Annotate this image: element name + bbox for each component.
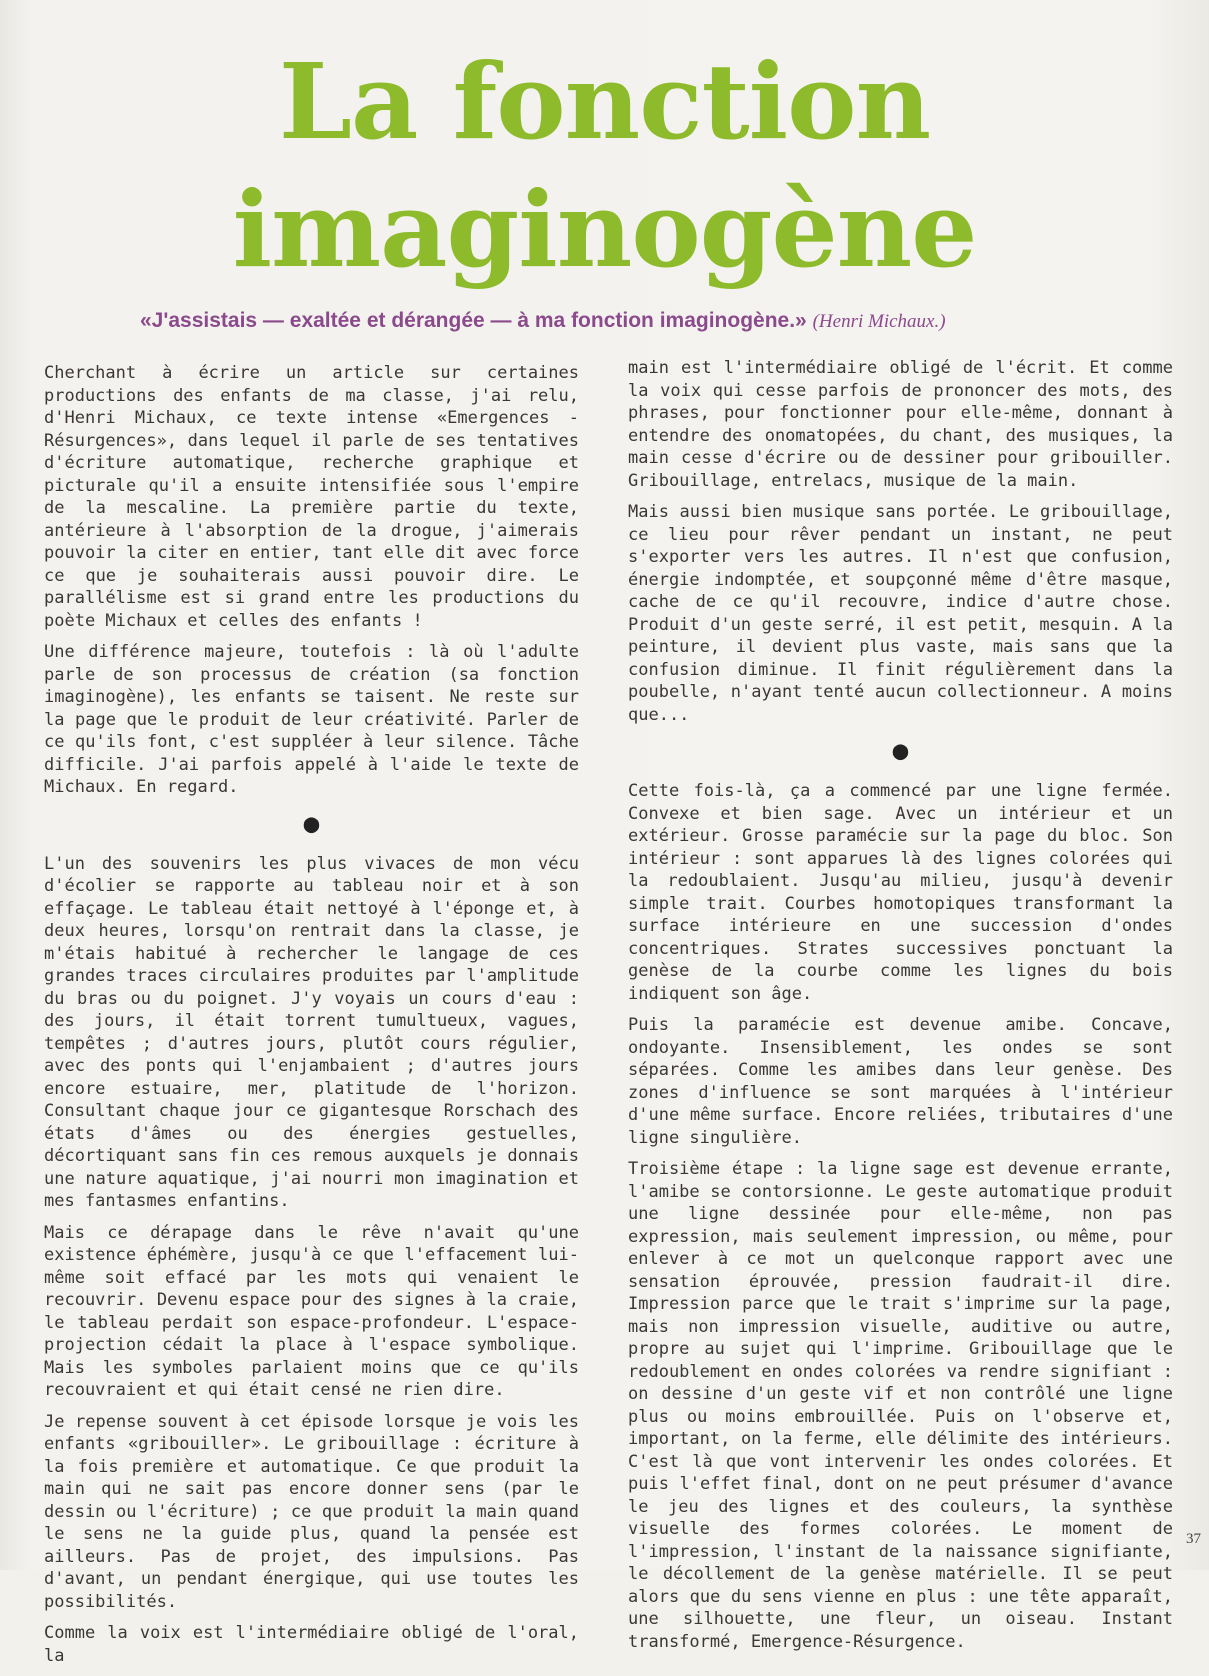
paragraph: Mais aussi bien musique sans portée. Le gribouillage, ce lieu pour rêver pendant un instant, ne peut s'exporter vers les autres. Il n'est que confusion, énergie indomptée, et soupçonné même d'être masque, cache de ce qu'il recouvre, indice d'autre chose. Produit d'un geste serré, il est petit, mesquin. A la peinture, il devient plus vaste, mais sans que la confusion diminue. Il finit régulièrement dans la poubelle, n'ayant tenté aucun collectionneur. A moins que... [628,502,1173,725]
right-column [628,357,1173,1662]
paragraph: Une différence majeure, toutefois : là où l'adulte parle de son processus de création (sa fonction imaginogène), les enfants se taisent. Ne reste sur la page que le produit de leur créativité. Parler de ce qu'ils font, c'est suppléer à leur silence. Tâche difficile. J'ai parfois appelé à l'aide le texte de Michaux. En regard. [44,642,579,797]
title-line-2: imaginogène [232,168,977,291]
section-separator-bullet: ● [303,808,320,839]
paragraph: Comme la voix est l'intermédiaire obligé de l'oral, la [44,1623,579,1666]
epigraph-quote: «J'assistais — exaltée et dérangée — à ma fonction imaginogène.» [140,309,807,332]
paragraph: Cette fois-là, ça a commencé par une ligne fermée. Convexe et bien sage. Avec un intérieur et un extérieur. Grosse paramécie sur la page du bloc. Son intérieur : sont apparues là des lignes colorées qui la redoublaient. Jusqu'au milieu, jusqu'à devenir simple trait. Courbes homotopiques transformant la surface intérieure en une succession d'ondes concentriques. Strates successives ponctuant la genèse de la courbe comme les lignes du bois indiquent son âge. [628,781,1173,1004]
paragraph: Je repense souvent à cet épisode lorsque je vois les enfants «gribouiller». Le gribouillage : écriture à la fois première et automatique. Ce que produit la main qui ne sait pas encore donner sens (par le dessin ou l'écriture) ; ce que produit la main quand le sens ne la guide plus, quand la pensée est ailleurs. Pas de projet, des impulsions. Pas d'avant, un pendant énergique, qui use toutes les possibilités. [44,1411,579,1612]
title-line-1: La fonction [278,40,931,163]
page-number: 37 [1186,1531,1201,1547]
paragraph: Mais ce dérapage dans le rêve n'avait qu'une existence éphémère, jusqu'à ce que l'effacement lui-même soit effacé par les mots qui venaient le recouvrir. Devenu espace pour des signes à la craie, le tableau perdait son espace-profondeur. L'espace-projection cédait la place à l'espace symbolique. Mais les symboles parlaient moins que ce qu'ils recouvraient et qui était censé ne rien dire. [44,1222,579,1400]
epigraph [140,309,1090,333]
paragraph: Troisième étape : la ligne sage est devenue errante, l'amibe se contorsionne. Le geste automatique produit une ligne dessinée pour elle-même, non pas expression, mais seulement impression, ou même, pour enlever à ce mot un quelconque rapport avec une sensation éprouvée, pression faudrait-il dire. Impression parce que le trait s'imprime sur la page, mais non impression visuelle, auditive ou autre, propre au sujet qui l'imprime. Gribouillage que le redoublement en ondes colorées va rendre signifiant : on dessine d'un geste vif et non contrôlé une ligne plus ou moins embrouillée. Puis on l'observe et, important, on la ferme, elle délimite des intérieurs. C'est là que vont intervenir les ondes colorées. Et puis l'effet final, dont on ne peut présumer d'avance le jeu des lignes et des couleurs, la synthèse visuelle des formes colorées. Le moment de l'impression, l'instant de la naissance signifiante, le décollement de la genèse matérielle. Il se peut alors que du sens vienne en plus : une tête apparaît, une silhouette, une fleur, un oiseau. Instant transformé, Emergence-Résurgence. [628,1159,1173,1652]
paragraph: Cherchant à écrire un article sur certaines productions des enfants de ma classe, j'ai relu, d'Henri Michaux, ce texte intense «Emergences - Résurgences», dans lequel il parle de ses tentatives d'écriture automatique, recherche graphique et picturale qu'il a ensuite intensifiée sous l'empire de la mescaline. La première partie du texte, antérieure à l'absorption de la drogue, j'aimerais pouvoir la citer en entier, tant elle dit avec force ce que je souhaiterais aussi pouvoir dire. Le parallélisme est si grand entre les productions du poète Michaux et celles des enfants ! [44,363,579,631]
left-column [44,362,579,1676]
section-separator-bullet: ● [892,736,909,766]
paragraph: L'un des souvenirs les plus vivaces de mon vécu d'écolier se rapporte au tableau noir et à son effaçage. Le tableau était nettoyé à l'éponge et, à deux heures, lorsqu'on rentrait dans la classe, je m'étais habitué à rechercher le langage de ces grandes traces circulaires produites par l'amplitude du bras ou du poignet. J'y voyais un cours d'eau : des jours, il était torrent tumultueux, vagues, tempêtes ; d'autres jours, plutôt cours régulier, avec des ponts qui l'enjambaient ; d'autres jours encore estuaire, mer, platitude de l'horizon. Consultant chaque jour ce gigantesque Rorschach des états d'âmes ou des énergies gestuelles, décortiquant sans fin ces remous auxquels je donnais une nature aquatique, j'ai nourri mon imagination et mes fantasmes enfantins. [44,853,579,1211]
epigraph-author: (Henri Michaux.) [812,311,946,332]
paragraph: main est l'intermédiaire obligé de l'écrit. Et comme la voix qui cesse parfois de prononcer des mots, des phrases, pour fonctionner pour elle-même, donnant à entendre des onomatopées, du chant, des musiques, la main cesse d'écrire ou de dessiner pour gribouiller. Gribouillage, entrelacs, musique de la main. [628,358,1173,491]
paragraph: Puis la paramécie est devenue amibe. Concave, ondoyante. Insensiblement, les ondes se sont séparées. Comme les amibes dans leur genèse. Des zones d'influence se sont marquées à l'intérieur d'une même surface. Encore reliées, tributaires d'une ligne singulière. [628,1015,1173,1148]
